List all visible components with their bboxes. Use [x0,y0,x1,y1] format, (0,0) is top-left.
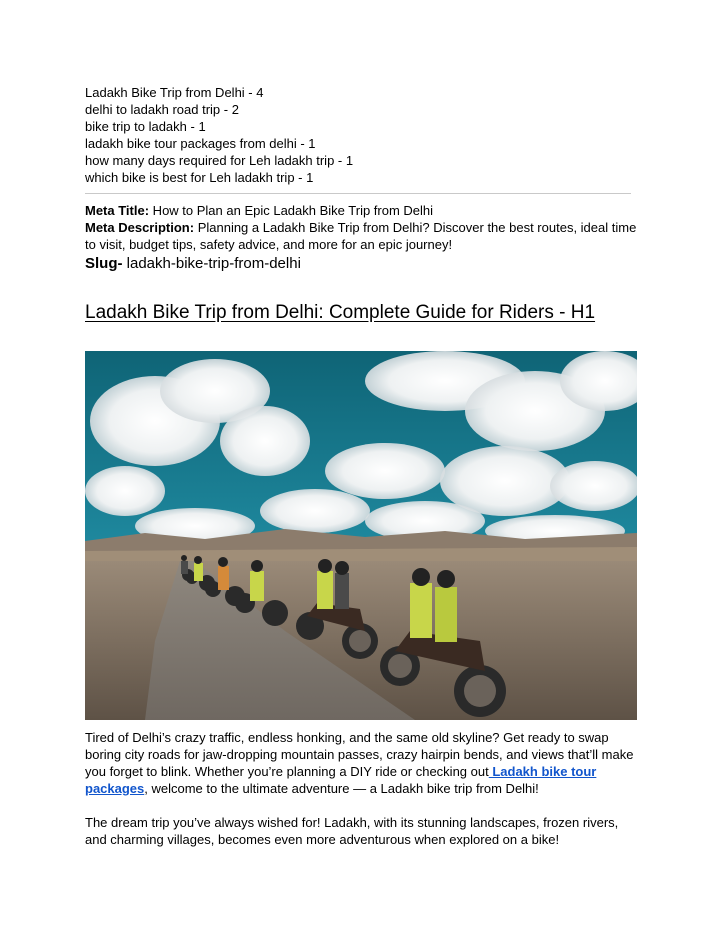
keyword-item: which bike is best for Leh ladakh trip - 1 [85,170,314,185]
meta-title-line [85,202,641,219]
page-title: Ladakh Bike Trip from Delhi: Complete Guide for Riders - H1 [85,302,596,323]
keyword-list [85,84,641,186]
keyword-item: how many days required for Leh ladakh trip - 1 [85,153,354,168]
meta-title-value: How to Plan an Epic Ladakh Bike Trip from Delhi [149,203,434,218]
document-body [85,84,641,848]
keyword-item: ladakh bike tour packages from delhi - 1 [85,136,316,151]
second-paragraph: The dream trip you’ve always wished for! Ladakh, with its stunning landscapes, frozen rivers, and charming villages, becomes even more adventurous when explored on a bike! [85,815,619,847]
meta-description-line [85,219,641,253]
slug-value: ladakh-bike-trip-from-delhi [122,255,301,272]
slug-label: Slug- [85,255,123,272]
slug-line [85,254,641,274]
meta-description-value: Planning a Ladakh Bike Trip from Delhi? Discover the best routes, ideal time to visit, budget tips, safety advice, and more for an epic journey! [85,220,637,252]
meta-description-label: Meta Description: [85,220,195,235]
meta-title-label: Meta Title: [85,203,150,218]
tour-packages-link[interactable]: Ladakh bike tour packages [85,764,597,796]
horizontal-divider [85,193,631,194]
intro-text-end: , welcome to the ultimate adventure — a Ladakh bike trip from Delhi! [144,781,539,796]
keyword-item: Ladakh Bike Trip from Delhi - 4 [85,85,264,100]
intro-text: Tired of Delhi’s crazy traffic, endless honking, and the same old skyline? Get ready to swap boring city roads for jaw-dropping mountain passes, crazy hairpin bends, and views that’ll make you forget to blink. Whether you’re planning a DIY ride or checking out [85,730,634,779]
intro-paragraph [85,729,637,797]
bikers-road-photo [85,351,637,720]
keyword-item: delhi to ladakh road trip - 2 [85,102,239,117]
keyword-item: bike trip to ladakh - 1 [85,119,206,134]
